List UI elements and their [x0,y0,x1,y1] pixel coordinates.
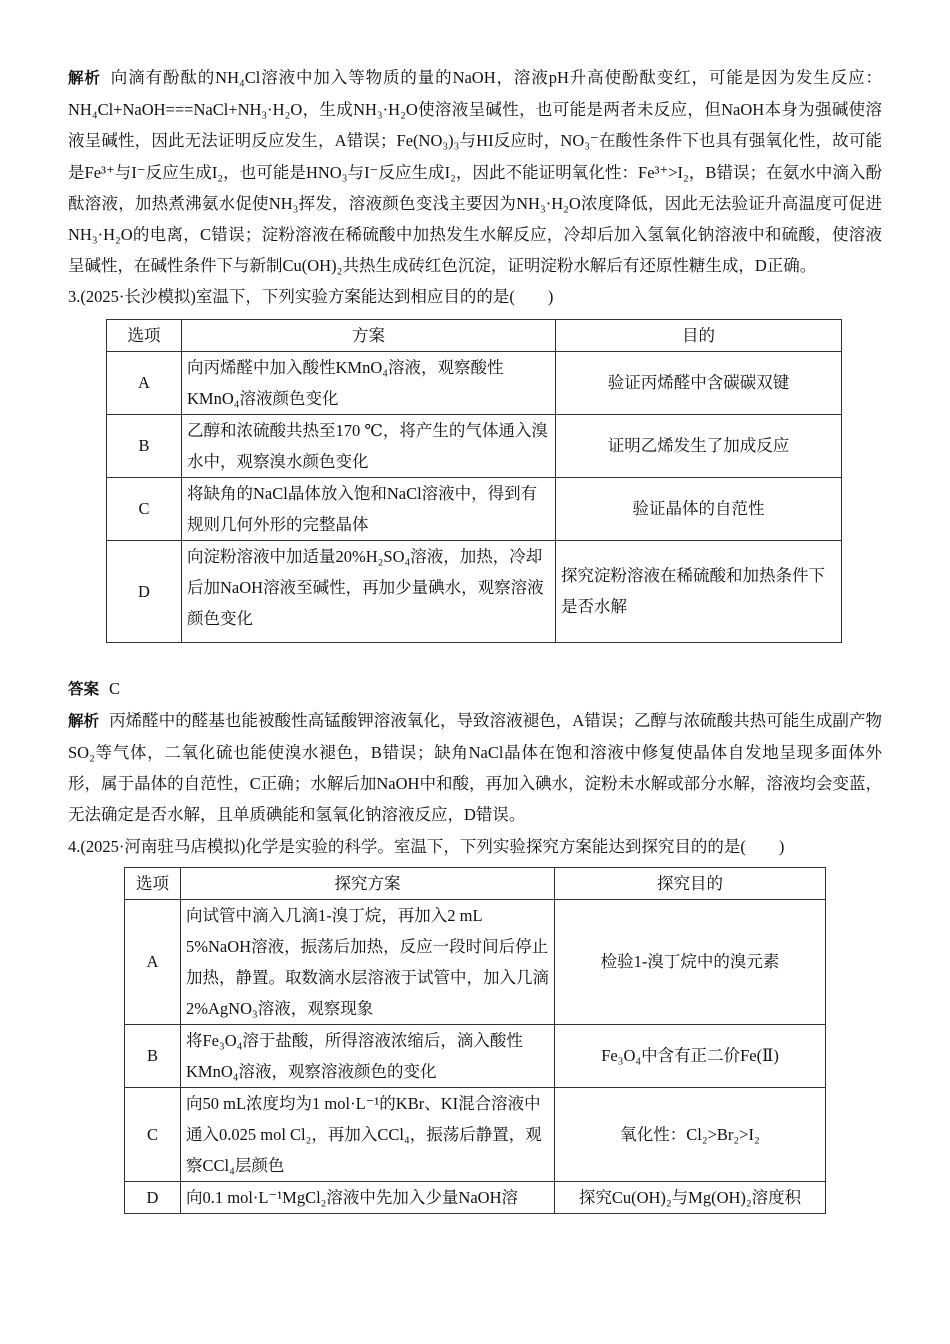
plan-cell: 将Fe₃O₄溶于盐酸，所得溶液浓缩后，滴入酸性KMnO₄溶液，观察溶液颜色的变化 [181,1024,555,1087]
goal-cell: 探究淀粉溶液在稀硫酸和加热条件下是否水解 [556,540,842,642]
table-header-row [125,867,826,899]
plan-cell: 向50 mL浓度均为1 mol·L⁻¹的KBr、KI混合溶液中通入0.025 mol Cl₂，再加入CCl₄，振荡后静置，观察CCl₄层颜色 [181,1087,555,1181]
header-plan: 方案 [182,319,556,351]
table-row [125,899,826,1024]
table-header-row [107,319,842,351]
document-page [68,62,882,1214]
option-cell: B [125,1024,181,1087]
table-row [107,351,842,414]
question-3-stem: 3.(2025·长沙模拟)室温下，下列实验方案能达到相应目的的是( ) [68,287,554,307]
analysis-label: 解析 [68,711,100,730]
answer-value: C [109,678,121,698]
analysis-label: 解析 [68,69,101,87]
header-goal: 目的 [556,319,842,351]
option-cell: C [125,1087,181,1181]
table-row [107,540,842,642]
goal-cell: 验证丙烯醛中含碳碳双键 [556,351,842,414]
table-row [107,477,842,540]
plan-cell: 向0.1 mol·L⁻¹MgCl₂溶液中先加入少量NaOH溶 [181,1181,555,1213]
table-row [125,1087,826,1181]
option-cell: D [107,540,182,642]
goal-cell: 探究Cu(OH)₂与Mg(OH)₂溶度积 [555,1181,826,1213]
table-row [107,414,842,477]
question-4-table [124,867,826,1214]
question-4-stem: 4.(2025·河南驻马店模拟)化学是实验的科学。室温下，下列实验探究方案能达到探究目的的是( ) [68,836,785,856]
plan-cell: 向试管中滴入几滴1-溴丁烷，再加入2 mL 5%NaOH溶液，振荡后加热，反应一段时间后停止加热，静置。取数滴水层溶液于试管中，加入几滴2%AgNO₃溶液，观察现象 [181,899,555,1024]
goal-cell: Fe₃O₄中含有正二价Fe(Ⅱ) [555,1024,826,1087]
header-option: 选项 [125,867,181,899]
table-row [125,1024,826,1087]
header-goal: 探究目的 [555,867,826,899]
q3-analysis-paragraph [68,705,882,831]
option-cell: B [107,414,182,477]
question-3-table [106,319,842,643]
plan-cell: 向丙烯醛中加入酸性KMnO₄溶液，观察酸性KMnO₄溶液颜色变化 [182,351,556,414]
q2-analysis-paragraph [68,62,882,281]
option-cell: D [125,1181,181,1213]
header-plan: 探究方案 [181,867,555,899]
option-cell: A [107,351,182,414]
question-3-answer-block [68,673,882,831]
analysis-text: 向滴有酚酞的NH₄Cl溶液中加入等物质的量的NaOH，溶液pH升高使酚酞变红，可能是因为发生反应：NH₄Cl+NaOH===NaCl+NH₃·H₂O，生成NH₃·H₂O使溶液呈碱性，也可能是两者未反应，但NaOH本身为强碱使溶液呈碱性，因此无法证明反应发生，A错误；Fe(NO₃)₃与HI反应时，NO₃⁻在酸性条件下也具有强氧化性，故可能是Fe³⁺与I⁻反应生成I₂，也可能是HNO₃与I⁻反应生成I₂，因此不能证明氧化性：Fe³⁺>I₂，B错误；在氨水中滴入酚酞溶液，加热煮沸氨水促使NH₃挥发，溶液颜色变浅主要因为NH₃·H₂O浓度降低，因此无法验证升高温度可促进NH₃·H₂O的电离，C错误；淀粉溶液在稀硫酸中加热发生水解反应，冷却后加入氢氧化钠溶液中和硫酸，使溶液呈碱性，在碱性条件下与新制Cu(OH)₂共热生成砖红色沉淀，证明淀粉水解后有还原性糖生成，D正确。 [68,68,882,276]
option-cell: A [125,899,181,1024]
answer-line [68,673,882,705]
analysis-text: 丙烯醛中的醛基也能被酸性高锰酸钾溶液氧化，导致溶液褪色，A错误；乙醇与浓硫酸共热可能生成副产物SO₂等气体，二氧化硫也能使溴水褪色，B错误；缺角NaCl晶体在饱和溶液中修复使晶体自发地呈现多面体外形，属于晶体的自范性，C正确；水解后加NaOH中和酸，再加入碘水，淀粉未水解或部分水解，溶液均会变蓝，无法确定是否水解，且单质碘能和氢氧化钠溶液反应，D错误。 [68,710,882,825]
goal-cell: 氧化性：Cl₂>Br₂>I₂ [555,1087,826,1181]
option-cell: C [107,477,182,540]
plan-cell: 乙醇和浓硫酸共热至170 ℃，将产生的气体通入溴水中，观察溴水颜色变化 [182,414,556,477]
goal-cell: 证明乙烯发生了加成反应 [556,414,842,477]
answer-label: 答案 [68,679,100,698]
goal-cell: 检验1-溴丁烷中的溴元素 [555,899,826,1024]
plan-cell: 将缺角的NaCl晶体放入饱和NaCl溶液中，得到有规则几何外形的完整晶体 [182,477,556,540]
table-row [125,1181,826,1213]
goal-cell: 验证晶体的自范性 [556,477,842,540]
header-option: 选项 [107,319,182,351]
plan-cell: 向淀粉溶液中加适量20%H₂SO₄溶液，加热，冷却后加NaOH溶液至碱性，再加少量碘水，观察溶液颜色变化 [182,540,556,642]
